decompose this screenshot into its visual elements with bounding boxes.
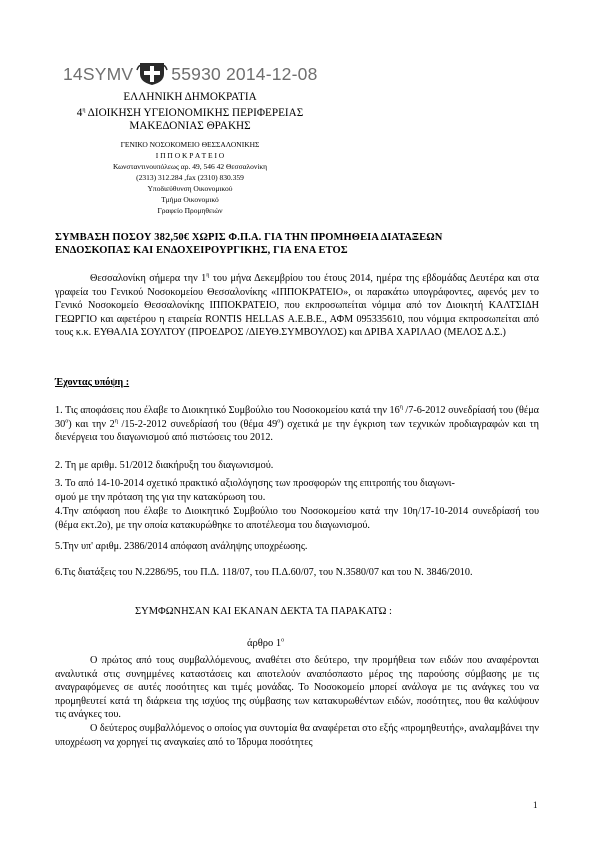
- item-1-a: 1. Τις αποφάσεις που έλαβε το Διοικητικό Συμβούλιο του Νοσοκομείου κατά την 16: [55, 405, 400, 416]
- article-1-paragraph-2: Ο δεύτερος συμβαλλόμενος ο οποίος για συντομία θα αναφέρεται στο εξής «προμηθευτής», αναλαμβάνει την υποχρέωση να χορηγεί τις αναγκαίες από το Ίδρυμα ποσότητες: [55, 723, 539, 748]
- intro-text-a: Θεσσαλονίκη σήμερα την 1: [90, 273, 207, 284]
- contract-title-line1: ΣΥΜΒΑΣΗ ΠΟΣΟΥ 382,50€ ΧΩΡΙΣ Φ.Π.Α. ΓΙΑ ΤΗΝ ΠΡΟΜΗΘΕΙΑ ΔΙΑΤΑΞΕΩΝ: [55, 232, 443, 243]
- item-5: 5.Την υπ' αριθμ. 2386/2014 απόφαση ανάληψης υποχρέωσης.: [55, 541, 308, 552]
- header-address: Κωνσταντινουπόλεως αρ. 49, 546 42 Θεσσαλονίκη: [112, 162, 268, 171]
- article-1-paragraph-1: Ο πρώτος από τους συμβαλλόμενους, αναθέτει στο δεύτερο, την προμήθεια των ειδών που αναφέρονται αναλυτικά στις συνημμένες καταστάσεις και αποτελούν αναπόσπαστο μέρος της παρούσης σύμβασης με τις αναγραφόμενες σε αυτές ποσότητες και τιμές μονάδας. Το Νοσοκομείο μπορεί ανάλογα με τις ανάγκες του να προμηθευτεί κατά τη διάρκεια της ισχύος της σύμβασης των κατακυρωθέντων ειδών, ποσότητες, που θα καλύψουν τις ανάγκες του.: [55, 655, 539, 721]
- stamp-right: 55930 2014-12-08: [171, 64, 318, 84]
- item-6: 6.Τις διατάξεις του Ν.2286/95, του Π.Δ. 118/07, του Π.Δ.60/07, του Ν.3580/07 και του Ν. 3846/2010.: [55, 567, 473, 578]
- article-sup: ο: [281, 637, 285, 644]
- header-department: Τμήμα Οικονομικό: [161, 195, 219, 204]
- item-4: 4.Την απόφαση που έλαβε το Διοικητικό Συμβούλιο του Νοσοκομείου κατά την 10η/17-10-2014 συνεδρίασή του (θέμα εκτ.2ο), με την οποία κατακυρώθηκε το αποτέλεσμα του διαγωνισμού.: [55, 506, 539, 531]
- header-phone-fax: (2313) 312.284 ,fax (2310) 830.359: [136, 173, 244, 182]
- article-1-heading: [247, 638, 284, 649]
- header-hospital-short: Ι Π Π Ο Κ Ρ Α Τ Ε Ι Ο: [155, 151, 225, 160]
- intro-text-b: του μήνα Δεκεμβρίου του έτους 2014, ημέρα της εβδομάδας Δευτέρα και στα γραφεία του Γενικού Νοσοκομείου Θεσσαλονίκης «ΙΠΠΟΚΡΑΤΕΙΟ», οι παρακάτω υπογράφοντες, αφενός μεν το Γενικό Νοσοκομείο Θεσσαλονίκης ΙΠΠΟΚΡΑΤΕΙΟ, που εκπροσωπείται νόμιμα από τον Διοικητή ΚΑΛΤΣΙΔΗ ΓΕΩΡΓΙΟ και αφετέρου η εταιρεία RONTIS HELLAS Α.Ε.Β.Ε., ΑΦΜ 095335610, που νόμιμα εκπροσωπείται από τους κ.κ. ΕΥΘΑΛΙΑ ΣΟΥΛΤΟΥ (ΠΡΟΕΔΡΟΣ /ΔΙΕΥΘ.ΣΥΜΒΟΥΛΟΣ) και ΔΡΙΒΑ ΧΑΡΙΛΑΟ (ΜΕΛΟΣ Δ.Σ.): [55, 273, 539, 339]
- stamp-left: 14SYMV: [63, 64, 134, 84]
- document-id-stamp: [63, 60, 318, 86]
- considering-label: Έχοντας υπόψη :: [55, 377, 130, 388]
- considering-heading: [55, 376, 539, 390]
- item-1-e: ) σχετικά με την έγκριση των τεχνικών προδιαγραφών και τη διενέργεια του διαγωνισμού από πιστώσεις του 2012.: [55, 418, 539, 444]
- header-region-text: ΔΙΟΙΚΗΣΗ ΥΓΕΙΟΝΟΜΙΚΗΣ ΠΕΡΙΦΕΡΕΙΑΣ: [85, 107, 304, 119]
- item-2: 2. Τη με αριθμ. 51/2012 διακήρυξη του διαγωνισμού.: [55, 460, 274, 471]
- coat-of-arms-icon: [135, 60, 169, 86]
- header-region-sup: η: [82, 107, 86, 114]
- item-1-c: ) και την 2: [68, 418, 115, 430]
- header-country: ΕΛΛΗΝΙΚΗ ΔΗΜΟΚΡΑΤΙΑ: [123, 91, 257, 103]
- header-office: Γραφείο Προμηθειών: [157, 206, 223, 215]
- item-1-sup2: ο: [65, 418, 69, 425]
- item-1: [55, 404, 539, 445]
- item-1-sup4: ο: [277, 418, 281, 425]
- page-number: 1: [533, 800, 538, 810]
- item-3-line1: 3. Το από 14-10-2014 σχετικό πρακτικό αξιολόγησης των προσφορών της επιτροπής του διαγωνι-: [55, 478, 455, 489]
- contract-title-line2: ΕΝΔΟΣΚΟΠΑΣ ΚΑΙ ΕΝΔΟΧΕΙΡΟΥΡΓΙΚΗΣ, ΓΙΑ ΕΝΑ ΕΤΟΣ: [55, 245, 348, 256]
- item-3-line2: σμού με την πρόταση της για την κατακύρωση του.: [55, 492, 266, 503]
- intro-sup: η: [206, 272, 210, 279]
- intro-paragraph: [55, 272, 539, 340]
- header-region-name: ΜΑΚΕΔΟΝΙΑΣ ΘΡΑΚΗΣ: [129, 120, 251, 132]
- item-1-sup3: η: [114, 418, 118, 425]
- header-subdirectorate: Υποδιεύθυνση Οικονομικού: [147, 184, 233, 193]
- header-health-region: [40, 107, 340, 119]
- item-1-b: /7-6-2012 συνεδρίασή του (θέμα 30: [55, 405, 539, 430]
- article-label: άρθρο 1: [247, 638, 282, 649]
- item-1-sup1: η: [399, 404, 403, 411]
- header-region-number: 4: [76, 107, 83, 119]
- agreed-heading: ΣΥΜΦΩΝΗΣΑΝ ΚΑΙ ΕΚΑΝΑΝ ΔΕΚΤΑ ΤΑ ΠΑΡΑΚΑΤΩ :: [135, 606, 392, 617]
- item-1-d: /15-2-2012 συνεδρίασή του (θέμα 49: [117, 418, 278, 430]
- header-hospital-name: ΓΕΝΙΚΟ ΝΟΣΟΚΟΜΕΙΟ ΘΕΣΣΑΛΟΝΙΚΗΣ: [120, 140, 260, 149]
